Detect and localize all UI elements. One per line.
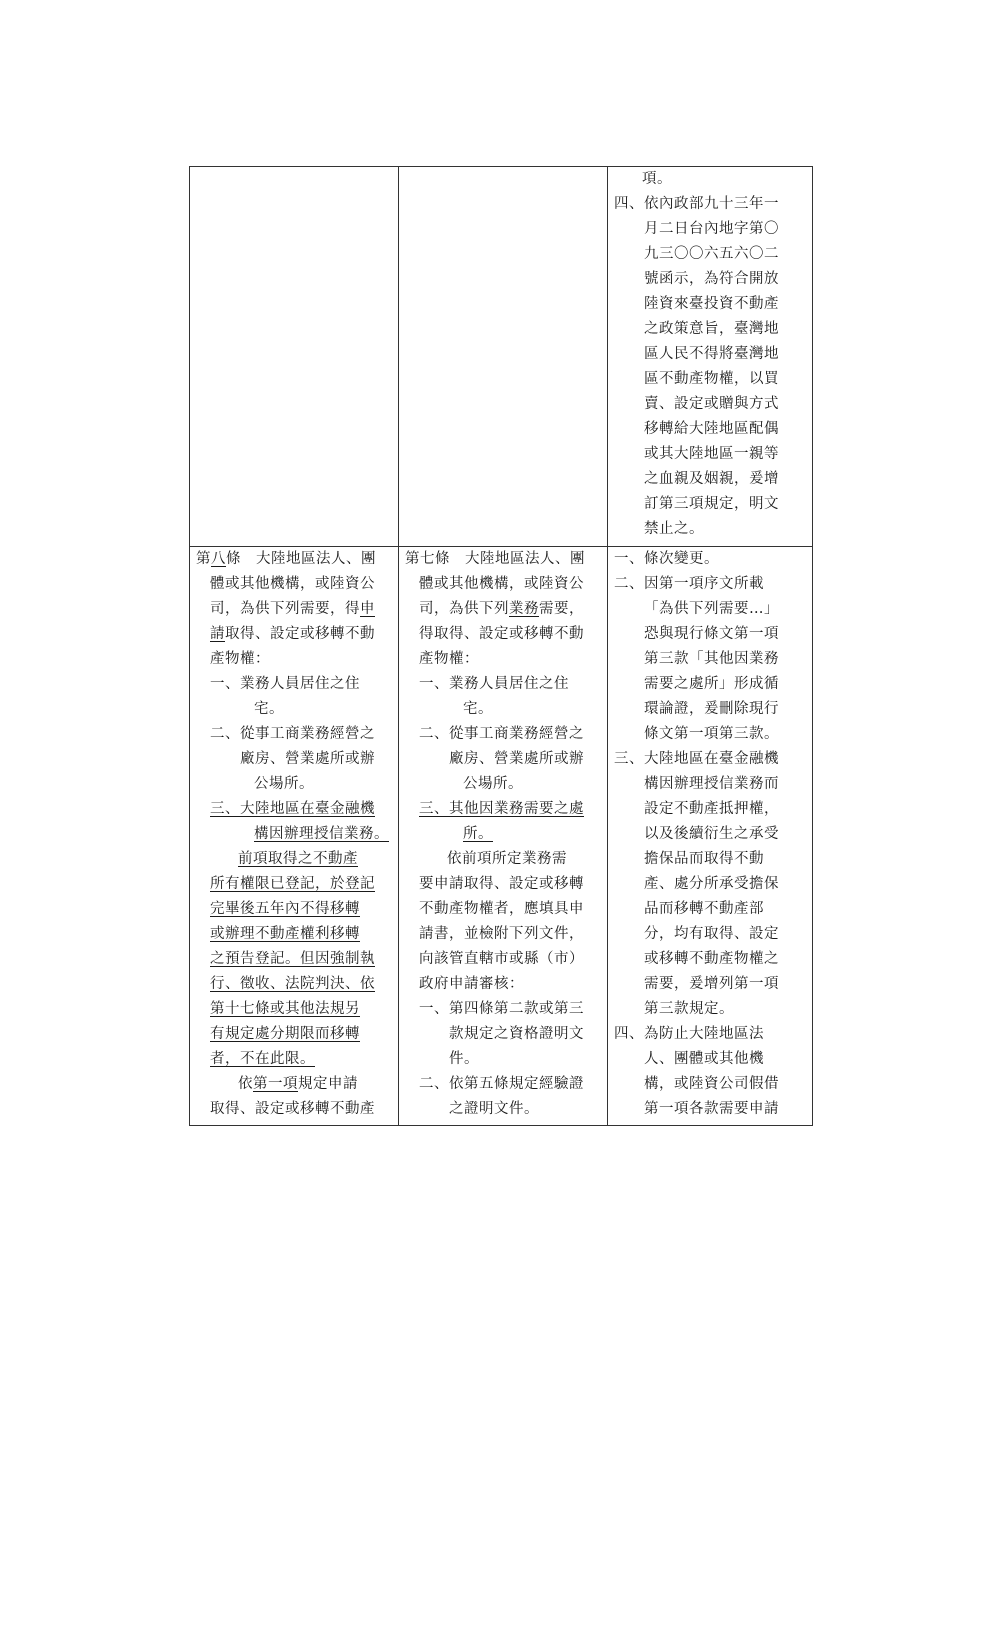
item-number: 四、	[614, 1026, 644, 1042]
item-body	[644, 747, 808, 1022]
explanation-cell	[608, 547, 813, 1126]
text-line: 政府申請審核：	[419, 976, 524, 992]
underlined-text: 請	[210, 626, 225, 642]
text-line: 擔保品而取得不動	[644, 851, 764, 867]
item-number: 二、	[210, 726, 240, 742]
text-line: 宅。	[463, 701, 493, 717]
text-line	[196, 1072, 394, 1097]
text-line: 業務人員居住之住	[240, 676, 360, 692]
item-number: 三、	[614, 751, 644, 767]
text-line: 向該管直轄市或縣（市）	[419, 951, 584, 967]
item-number: 二、	[419, 1076, 449, 1092]
text-line: 要申請取得、設定或移轉	[419, 876, 584, 892]
comparison-table	[189, 166, 813, 1126]
text-line: 構，或陸資公司假借	[644, 1076, 779, 1092]
underlined-text: 其他因業務需要之處	[449, 801, 584, 817]
underlined-text: 之預告登記。但因強制執	[210, 951, 375, 967]
item-body	[240, 672, 394, 722]
text-span: 條 大陸地區法人、團	[226, 551, 376, 567]
explanation-item	[614, 747, 808, 1022]
text-span: 規定申請	[298, 1076, 358, 1092]
text-line: 賣、設定或贈與方式	[644, 396, 779, 412]
item-number: 二、	[614, 576, 644, 592]
item-body	[644, 1022, 808, 1122]
underlined-text: 大陸地區在臺金融機	[240, 801, 375, 817]
text-line: 環論證，爰刪除現行	[644, 701, 779, 717]
text-line: 之政策意旨，臺灣地	[644, 321, 779, 337]
text-line: 得取得、設定或移轉不動	[419, 626, 584, 642]
text-line: 「為供下列需要…」	[644, 601, 779, 617]
text-line: 業務人員居住之住	[449, 676, 569, 692]
table-row	[190, 547, 813, 1126]
text-line: 需要，爰增列第一項	[644, 976, 779, 992]
text-line: 為防止大陸地區法	[644, 1026, 764, 1042]
text-line: 從事工商業務經營之	[449, 726, 584, 742]
text-span: 司，為供下列需要，得	[210, 601, 360, 617]
article-heading	[196, 547, 394, 572]
item-number: 一、	[614, 551, 644, 567]
text-line: 第一項各款需要申請	[644, 1101, 779, 1117]
text-line: 恐與現行條文第一項	[644, 626, 779, 642]
text-line: 區不動產物權，以買	[644, 371, 779, 387]
text-line: 第三款「其他因業務	[644, 651, 779, 667]
text-line: 產、處分所承受擔保	[644, 876, 779, 892]
text-line: 人、團體或其他機	[644, 1051, 764, 1067]
paragraph	[405, 847, 603, 997]
list-item	[405, 1072, 603, 1122]
underlined-text: 申	[360, 601, 375, 617]
text-line: 或其大陸地區一親等	[644, 446, 779, 462]
text-line: 體或其他機構，或陸資公	[210, 576, 375, 592]
text-line: 號函示，為符合開放	[644, 271, 779, 287]
text-line: 產物權：	[419, 651, 479, 667]
underlined-text: 所有權限已登記，於登記	[210, 876, 375, 892]
text-line: 設定不動產抵押權，	[644, 801, 779, 817]
explanation-item	[614, 547, 808, 572]
explanation-cell	[608, 167, 813, 547]
text-line: 禁止之。	[644, 521, 704, 537]
text-line: 條次變更。	[644, 551, 719, 567]
text-line	[196, 622, 394, 647]
text-line: 大陸地區在臺金融機	[644, 751, 779, 767]
text-line: 依內政部九十三年一	[644, 196, 779, 212]
item-number: 一、	[419, 676, 449, 692]
article-heading: 第七條 大陸地區法人、團	[405, 551, 585, 567]
text-line: 從事工商業務經營之	[240, 726, 375, 742]
item-number: 一、	[210, 676, 240, 692]
underlined-text: 有規定處分期限而移轉	[210, 1026, 360, 1042]
list-item	[405, 672, 603, 722]
underlined-text: 第一項	[253, 1076, 298, 1092]
list-item	[196, 722, 394, 797]
item-body	[449, 1072, 603, 1122]
text-line: 月二日台內地字第〇	[644, 221, 779, 237]
text-span: 依	[238, 1076, 253, 1092]
text-line: 產物權：	[210, 651, 270, 667]
underlined-text: 者，不在此限。	[210, 1051, 315, 1067]
list-item	[405, 997, 603, 1072]
text-line: 因第一項序文所載	[644, 576, 764, 592]
underlined-text: 第十七條或其他法規另	[210, 1001, 360, 1017]
item-body	[449, 722, 603, 797]
current-text-cell	[399, 167, 608, 547]
item-number: 三、	[210, 801, 240, 817]
item-body	[644, 192, 808, 542]
text-line: 需要之處所」形成循	[644, 676, 779, 692]
text-line	[196, 597, 394, 622]
text-line: 公場所。	[463, 776, 523, 792]
text-line: 之血親及姻親，爰增	[644, 471, 779, 487]
underlined-text: 完畢後五年內不得移轉	[210, 901, 360, 917]
item-number: 一、	[419, 1001, 449, 1017]
text-line: 或移轉不動產物權之	[644, 951, 779, 967]
text-line: 之證明文件。	[449, 1101, 539, 1117]
table-row	[190, 167, 813, 547]
item-number: 三、	[419, 801, 449, 817]
amended-text-cell	[190, 547, 399, 1126]
text-span: 第	[196, 551, 211, 567]
text-line: 區人民不得將臺灣地	[644, 346, 779, 362]
item-body	[240, 722, 394, 797]
text-line: 條文第一項第三款。	[644, 726, 779, 742]
text-line: 依第五條規定經驗證	[449, 1076, 584, 1092]
text-line: 第三款規定。	[644, 1001, 734, 1017]
text-line: 依前項所定業務需	[447, 851, 567, 867]
text-span: 需要，	[539, 601, 584, 617]
item-body	[449, 672, 603, 722]
text-line: 分，均有取得、設定	[644, 926, 779, 942]
underlined-text: 所。	[463, 826, 493, 842]
item-body	[644, 547, 808, 572]
item-body	[240, 797, 394, 847]
text-line: 九三〇〇六五六〇二	[644, 246, 779, 262]
text-line: 以及後續衍生之承受	[644, 826, 779, 842]
text-line: 請書，並檢附下列文件，	[419, 926, 584, 942]
underlined-text: 八	[211, 551, 226, 567]
paragraph	[196, 847, 394, 1072]
text-line: 取得、設定或移轉不動產	[210, 1101, 375, 1117]
explanation-item	[614, 1022, 808, 1122]
item-body	[449, 797, 603, 847]
item-body	[644, 572, 808, 747]
text-line: 品而移轉不動產部	[644, 901, 764, 917]
text-line	[405, 597, 603, 622]
text-line: 不動產物權者，應填具申	[419, 901, 584, 917]
text-line: 移轉給大陸地區配偶	[644, 421, 779, 437]
text-line: 件。	[449, 1051, 479, 1067]
list-item	[405, 797, 603, 847]
amended-text-cell	[190, 167, 399, 547]
list-item	[196, 797, 394, 847]
underlined-text: 構因辦理授信業務。	[254, 826, 389, 842]
text-line: 構因辦理授信業務而	[644, 776, 779, 792]
text-line: 陸資來臺投資不動產	[644, 296, 779, 312]
text-line: 體或其他機構，或陸資公	[419, 576, 584, 592]
current-text-cell	[399, 547, 608, 1126]
underlined-text: 或辦理不動產權利移轉	[210, 926, 360, 942]
text-line: 廠房、營業處所或辦	[449, 751, 584, 767]
text-line: 第四條第二款或第三	[449, 1001, 584, 1017]
item-number: 二、	[419, 726, 449, 742]
explanation-item	[614, 192, 808, 542]
text-line: 款規定之資格證明文	[449, 1026, 584, 1042]
text-line: 公場所。	[254, 776, 314, 792]
list-item	[196, 672, 394, 722]
item-body	[449, 997, 603, 1072]
text-line: 訂第三項規定，明文	[644, 496, 779, 512]
text-span: 司，為供下列	[419, 601, 509, 617]
underlined-text: 行、徵收、法院判決、依	[210, 976, 375, 992]
text-line: 項。	[642, 171, 672, 187]
text-line: 宅。	[254, 701, 284, 717]
list-item	[405, 722, 603, 797]
underlined-text: 業務	[509, 601, 539, 617]
text-span: 取得、設定或移轉不動	[225, 626, 375, 642]
text-line: 廠房、營業處所或辦	[240, 751, 375, 767]
item-number: 四、	[614, 196, 644, 212]
explanation-item	[614, 572, 808, 747]
underlined-text: 前項取得之不動產	[238, 851, 358, 867]
